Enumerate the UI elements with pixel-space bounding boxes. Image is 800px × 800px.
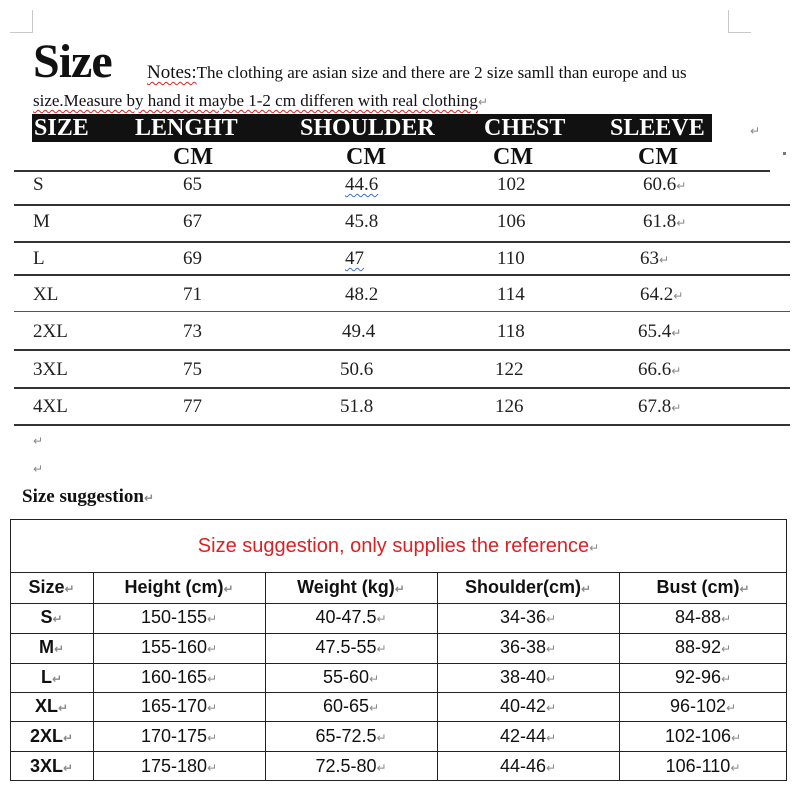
paragraph-mark: ↵ bbox=[368, 701, 380, 715]
measure-sleeve-value: 61.8 bbox=[643, 211, 677, 232]
paragraph-mark: ↵ bbox=[671, 401, 682, 415]
suggestion-cell-shoulder bbox=[437, 721, 619, 753]
measure-row-divider bbox=[14, 349, 790, 351]
suggestion-cell-text: 60-65 bbox=[322, 696, 369, 716]
paragraph-mark: ↵ bbox=[589, 541, 600, 555]
measure-cell-sleeve bbox=[640, 247, 669, 272]
paragraph-mark: ↵ bbox=[368, 672, 380, 686]
measure-row-divider bbox=[14, 424, 790, 426]
suggestion-cell-bust bbox=[619, 721, 787, 753]
paragraph-mark: ↵ bbox=[223, 582, 234, 596]
paragraph-mark: ↵ bbox=[545, 642, 557, 656]
suggestion-title-text: Size suggestion, only supplies the reference bbox=[197, 535, 590, 557]
measure-cell-chest: 118 bbox=[497, 321, 525, 342]
suggestion-cell-weight bbox=[265, 602, 437, 634]
measure-cell-size: 4XL bbox=[33, 396, 68, 417]
measure-cell-chest: 126 bbox=[495, 396, 524, 417]
paragraph-mark: ↵ bbox=[394, 582, 405, 596]
suggestion-cell-text: L bbox=[40, 667, 52, 687]
measure-unit-shoulder: CM bbox=[346, 144, 386, 170]
paragraph-mark: ↵ bbox=[143, 491, 154, 505]
paragraph-mark: ↵ bbox=[207, 761, 218, 775]
measure-row-divider bbox=[14, 311, 790, 312]
suggestion-cell-text: 170-175 bbox=[140, 726, 207, 746]
measure-cell-chest: 114 bbox=[497, 284, 525, 305]
notes-text-2: size.Measure by hand it maybe 1-2 cm differen with real clothing bbox=[33, 91, 478, 110]
suggestion-header-text: Weight (kg) bbox=[297, 577, 395, 597]
suggestion-header-size bbox=[10, 572, 93, 604]
measure-cell-chest: 102 bbox=[497, 174, 526, 195]
suggestion-cell-bust bbox=[619, 632, 787, 664]
page-title: Size bbox=[33, 35, 112, 88]
suggestion-cell-text: 42-44 bbox=[499, 726, 546, 746]
paragraph-mark: ↵ bbox=[720, 612, 732, 626]
suggestion-cell-shoulder bbox=[437, 602, 619, 634]
suggestion-cell-text: 155-160 bbox=[140, 637, 207, 657]
suggestion-cell-text: XL bbox=[34, 696, 58, 716]
suggestion-cell-text: 47.5-55 bbox=[315, 637, 377, 657]
paragraph-mark: ↵ bbox=[750, 124, 761, 138]
measure-cell-size: L bbox=[33, 248, 45, 269]
paragraph-mark: ↵ bbox=[62, 731, 74, 745]
suggestion-header-text: Height (cm) bbox=[124, 577, 224, 597]
suggestion-cell-weight bbox=[265, 691, 437, 723]
measure-cell-size: M bbox=[33, 211, 50, 232]
measure-cell-sleeve bbox=[640, 283, 683, 308]
measure-row-divider bbox=[14, 387, 790, 389]
suggestion-cell-text: 44-46 bbox=[499, 756, 546, 776]
suggestion-heading bbox=[22, 484, 154, 511]
paragraph-mark: ↵ bbox=[376, 761, 387, 775]
paragraph-mark: ↵ bbox=[673, 289, 684, 303]
suggestion-cell-text: 34-36 bbox=[499, 607, 546, 627]
suggestion-cell-bust bbox=[619, 602, 787, 634]
suggestion-cell-height bbox=[93, 751, 265, 783]
suggestion-cell-size bbox=[10, 691, 93, 723]
suggestion-cell-text: 3XL bbox=[29, 756, 63, 776]
suggestion-header-weight bbox=[265, 572, 437, 604]
suggestion-cell-shoulder bbox=[437, 691, 619, 723]
notes-line-1 bbox=[147, 62, 687, 84]
suggestion-cell-text: M bbox=[38, 637, 54, 657]
measure-cell-shoulder: 49.4 bbox=[342, 321, 376, 342]
measure-table-rule bbox=[14, 170, 770, 172]
suggestion-cell-shoulder bbox=[437, 751, 619, 783]
suggestion-cell-bust bbox=[619, 751, 787, 783]
measure-header-shoulder: SHOULDER bbox=[300, 115, 435, 141]
paragraph-mark: ↵ bbox=[676, 216, 687, 230]
suggestion-cell-height bbox=[93, 632, 265, 664]
suggestion-cell-text: 106-110 bbox=[665, 756, 731, 776]
measure-cell-chest: 122 bbox=[495, 359, 524, 380]
paragraph-mark: ↵ bbox=[739, 582, 750, 596]
measure-cell-shoulder: 51.8 bbox=[340, 396, 374, 417]
paragraph-mark: ↵ bbox=[57, 701, 69, 715]
paragraph-mark: ↵ bbox=[720, 672, 732, 686]
paragraph-mark: ↵ bbox=[207, 672, 218, 686]
paragraph-mark: ↵ bbox=[52, 612, 63, 626]
measure-cell-length: 71 bbox=[183, 284, 202, 305]
paragraph-mark: ↵ bbox=[207, 731, 218, 745]
measure-sleeve-value: 65.4 bbox=[638, 321, 672, 342]
suggestion-header-shoulder bbox=[437, 572, 619, 604]
paragraph-mark: ↵ bbox=[62, 761, 74, 775]
paragraph-mark: ↵ bbox=[676, 179, 687, 193]
suggestion-header-text: Size bbox=[28, 577, 65, 597]
measure-sleeve-value: 60.6 bbox=[643, 174, 677, 195]
measure-row-divider bbox=[14, 241, 790, 243]
paragraph-mark: ↵ bbox=[545, 672, 557, 686]
suggestion-cell-height bbox=[93, 662, 265, 694]
suggestion-cell-shoulder bbox=[437, 632, 619, 664]
measure-unit-length: CM bbox=[173, 144, 213, 170]
measure-cell-sleeve bbox=[638, 358, 681, 383]
table-edge-mark bbox=[783, 152, 786, 155]
paragraph-mark: ↵ bbox=[659, 253, 670, 267]
paragraph-mark: ↵ bbox=[207, 612, 218, 626]
measure-row-divider bbox=[14, 274, 790, 276]
suggestion-header-bust bbox=[619, 572, 787, 604]
suggestion-cell-text: 165-170 bbox=[140, 696, 207, 716]
measure-cell-shoulder: 48.2 bbox=[345, 284, 379, 305]
suggestion-cell-text: 150-155 bbox=[140, 607, 207, 627]
measure-cell-chest: 110 bbox=[497, 248, 525, 269]
measure-cell-length: 73 bbox=[183, 321, 202, 342]
paragraph-mark: ↵ bbox=[720, 642, 732, 656]
measure-cell-sleeve bbox=[638, 395, 681, 420]
suggestion-table-title bbox=[10, 531, 787, 563]
suggestion-cell-text: 40-47.5 bbox=[315, 607, 377, 627]
measure-unit-chest: CM bbox=[493, 144, 533, 170]
suggestion-cell-bust bbox=[619, 691, 787, 723]
measure-header-sleeve: SLEEVE bbox=[610, 115, 705, 141]
paragraph-mark: ↵ bbox=[207, 701, 218, 715]
suggestion-cell-size bbox=[10, 721, 93, 753]
paragraph-mark: ↵ bbox=[671, 326, 682, 340]
measure-cell-sleeve bbox=[643, 173, 686, 198]
measure-cell-size: XL bbox=[33, 284, 59, 305]
paragraph-mark: ↵ bbox=[53, 642, 65, 656]
measure-cell-sleeve bbox=[643, 210, 686, 235]
suggestion-cell-weight bbox=[265, 632, 437, 664]
suggestion-cell-text: S bbox=[40, 607, 53, 627]
paragraph-mark: ↵ bbox=[51, 672, 63, 686]
suggestion-cell-text: 72.5-80 bbox=[315, 756, 377, 776]
page-corner-mark-left bbox=[10, 10, 33, 33]
suggestion-header-text: Bust (cm) bbox=[656, 577, 740, 597]
notes-text-1: The clothing are asian size and there are 2 size samll than europe and us bbox=[196, 63, 687, 82]
paragraph-mark: ↵ bbox=[376, 731, 387, 745]
notes-line-2 bbox=[33, 90, 488, 113]
suggestion-cell-text: 55-60 bbox=[322, 667, 369, 687]
measure-cell-length: 65 bbox=[183, 174, 202, 195]
suggestion-cell-shoulder bbox=[437, 662, 619, 694]
paragraph-mark: ↵ bbox=[671, 364, 682, 378]
paragraph-mark: ↵ bbox=[726, 701, 737, 715]
suggestion-cell-text: 175-180 bbox=[140, 756, 207, 776]
measure-cell-length: 67 bbox=[183, 211, 202, 232]
suggestion-cell-text: 38-40 bbox=[499, 667, 546, 687]
suggestion-header-text: Shoulder(cm) bbox=[464, 577, 581, 597]
measure-sleeve-value: 64.2 bbox=[640, 284, 674, 305]
measure-cell-shoulder: 44.6 bbox=[345, 174, 379, 195]
suggestion-cell-weight bbox=[265, 721, 437, 753]
suggestion-cell-text: 88-92 bbox=[674, 637, 721, 657]
measure-cell-shoulder: 47 bbox=[345, 248, 364, 269]
suggestion-cell-height bbox=[93, 691, 265, 723]
suggestion-cell-size bbox=[10, 751, 93, 783]
measure-sleeve-value: 63 bbox=[640, 248, 659, 269]
measure-cell-size: 2XL bbox=[33, 321, 68, 342]
suggestion-cell-text: 96-102 bbox=[669, 696, 726, 716]
measure-cell-shoulder: 50.6 bbox=[340, 359, 374, 380]
suggestion-cell-height bbox=[93, 602, 265, 634]
suggestion-cell-height bbox=[93, 721, 265, 753]
measure-header-size: SIZE bbox=[34, 115, 89, 141]
measure-cell-length: 75 bbox=[183, 359, 202, 380]
suggestion-header-height bbox=[93, 572, 265, 604]
suggestion-heading-text: Size suggestion bbox=[22, 486, 144, 507]
paragraph-mark: ↵ bbox=[376, 612, 387, 626]
suggestion-cell-size bbox=[10, 632, 93, 664]
suggestion-cell-weight bbox=[265, 751, 437, 783]
paragraph-mark: ↵ bbox=[545, 731, 557, 745]
paragraph-mark: ↵ bbox=[33, 462, 44, 476]
measure-header-length: LENGHT bbox=[135, 115, 238, 141]
paragraph-mark: ↵ bbox=[33, 434, 44, 448]
measure-cell-size: 3XL bbox=[33, 359, 68, 380]
page-corner-mark-right bbox=[728, 10, 751, 33]
suggestion-cell-text: 2XL bbox=[29, 726, 63, 746]
measure-unit-sleeve: CM bbox=[638, 144, 678, 170]
measure-cell-length: 77 bbox=[183, 396, 202, 417]
measure-row-divider bbox=[14, 204, 790, 206]
suggestion-cell-text: 36-38 bbox=[499, 637, 546, 657]
paragraph-mark: ↵ bbox=[580, 582, 592, 596]
paragraph-mark: ↵ bbox=[376, 642, 387, 656]
measure-sleeve-value: 67.8 bbox=[638, 396, 672, 417]
measure-cell-chest: 106 bbox=[497, 211, 526, 232]
suggestion-cell-size bbox=[10, 602, 93, 634]
suggestion-cell-size bbox=[10, 662, 93, 694]
measure-cell-sleeve bbox=[638, 320, 681, 345]
suggestion-cell-text: 160-165 bbox=[140, 667, 207, 687]
paragraph-mark: ↵ bbox=[731, 731, 742, 745]
suggestion-cell-weight bbox=[265, 662, 437, 694]
suggestion-cell-text: 92-96 bbox=[674, 667, 721, 687]
paragraph-mark: ↵ bbox=[545, 612, 557, 626]
paragraph-mark: ↵ bbox=[477, 95, 488, 109]
suggestion-cell-bust bbox=[619, 662, 787, 694]
measure-cell-length: 69 bbox=[183, 248, 202, 269]
measure-header-chest: CHEST bbox=[484, 115, 566, 141]
paragraph-mark: ↵ bbox=[64, 582, 75, 596]
suggestion-cell-text: 65-72.5 bbox=[315, 726, 377, 746]
measure-cell-size: S bbox=[33, 174, 44, 195]
measure-sleeve-value: 66.6 bbox=[638, 359, 672, 380]
measure-cell-shoulder: 45.8 bbox=[345, 211, 379, 232]
suggestion-cell-text: 102-106 bbox=[664, 726, 731, 746]
suggestion-cell-text: 84-88 bbox=[674, 607, 721, 627]
suggestion-cell-text: 40-42 bbox=[499, 696, 546, 716]
paragraph-mark: ↵ bbox=[730, 761, 741, 775]
paragraph-mark: ↵ bbox=[207, 642, 218, 656]
paragraph-mark: ↵ bbox=[545, 701, 557, 715]
notes-label: Notes: bbox=[147, 62, 197, 83]
paragraph-mark: ↵ bbox=[545, 761, 557, 775]
